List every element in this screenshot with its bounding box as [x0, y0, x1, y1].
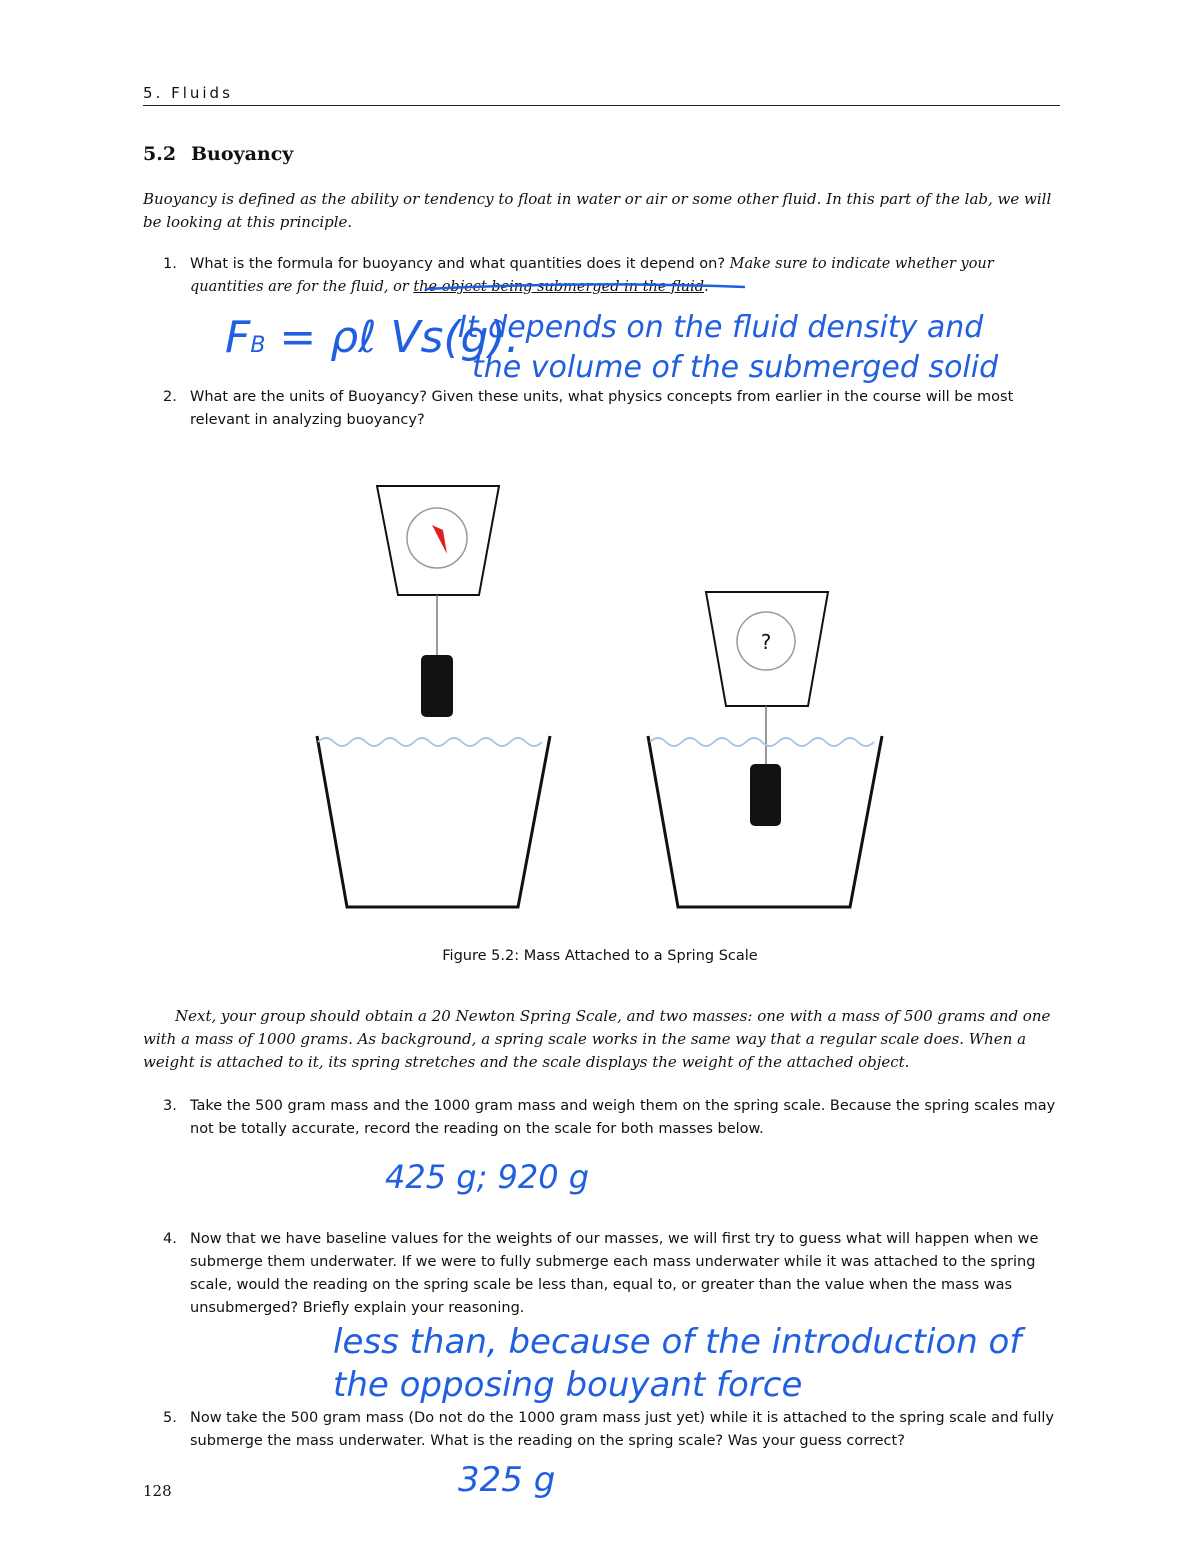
question-text: What are the units of Buoyancy? Given these units, what physics concepts from earlier in the course will be most relevant in analyzing buoyancy? [190, 389, 1014, 428]
section-heading: Buoyancy [191, 143, 294, 165]
right-spring-scale [706, 592, 828, 826]
section-title [143, 143, 293, 165]
page-number: 128 [143, 1482, 172, 1500]
question-text: What is the formula for buoyancy and what quantities does it depend on? [190, 256, 726, 272]
question-text: Now that we have baseline values for the weights of our masses, we will first try to guess what will happen when we submerge them underwater. If we were to fully submerge each mass underwater while it was attached to the spring scale, would the reading on the spring scale be less than, equal to, or greater than the value when the mass was unsubmerged? Briefly explain your reasoning. [190, 1231, 1039, 1316]
water-surface [650, 738, 874, 746]
question-number: 5. [163, 1410, 177, 1426]
scale-question-mark: ? [760, 630, 772, 654]
question-4 [163, 1228, 1060, 1320]
background-paragraph: Next, your group should obtain a 20 Newton Spring Scale, and two masses: one with a mass of 500 grams and one with a mass of 1000 grams. As background, a spring scale works in the same way that a regular scale does. When a weight is attached to it, its spring stretches and the scale displays the weight of the attached object. [143, 1007, 1051, 1071]
question-2 [163, 386, 1060, 432]
water-surface [318, 738, 542, 746]
question-text: Take the 500 gram mass and the 1000 gram mass and weigh them on the spring scale. Because the spring scales may not be totally accurate, record the reading on the scale for both masses below. [190, 1098, 1056, 1137]
section-number: 5.2 [143, 143, 177, 165]
left-mass [421, 655, 453, 717]
spring-scale-figure [0, 470, 1200, 920]
answer-5: 325 g [458, 1460, 556, 1500]
question-number: 3. [163, 1098, 177, 1114]
left-water-container [317, 736, 550, 907]
chapter-header: 5. Fluids [143, 84, 233, 102]
question-text: Now take the 500 gram mass (Do not do the 1000 gram mass just yet) while it is attached to the spring scale and fully submerge the mass underwater. What is the reading on the spring scale? Was your guess correct? [190, 1410, 1054, 1449]
answer-underline [420, 277, 750, 297]
intro-text: Buoyancy is defined as the ability or tendency to float in water or air or some other fluid. In this part of the lab, we will be looking at this principle. [143, 190, 1052, 231]
question-number: 4. [163, 1231, 177, 1247]
answer-4-line1: less than, because of the introduction of [333, 1322, 1022, 1362]
answer-4-line2: the opposing bouyant force [333, 1365, 803, 1405]
question-instruction: Make sure to indicate whether your quantities are for the fluid, or the object being submerged in the fluid. [190, 256, 994, 295]
header-rule [143, 105, 1060, 106]
answer-3: 425 g; 920 g [385, 1158, 590, 1196]
question-number: 2. [163, 389, 177, 405]
answer-1-formula: FB = ρℓ Vs(g). [225, 312, 520, 363]
answer-1-line2: the volume of the submerged solid [472, 350, 999, 385]
question-3 [163, 1095, 1060, 1141]
underlined-phrase: the object being submerged in the fluid [413, 279, 705, 295]
figure-caption: Figure 5.2: Mass Attached to a Spring Scale [442, 948, 758, 964]
question-5 [163, 1407, 1060, 1453]
right-mass [750, 764, 781, 826]
answer-1-line1: It depends on the fluid density and [458, 310, 984, 345]
scale-dial [407, 508, 467, 568]
question-number: 1. [163, 256, 177, 272]
left-spring-scale [377, 486, 499, 717]
